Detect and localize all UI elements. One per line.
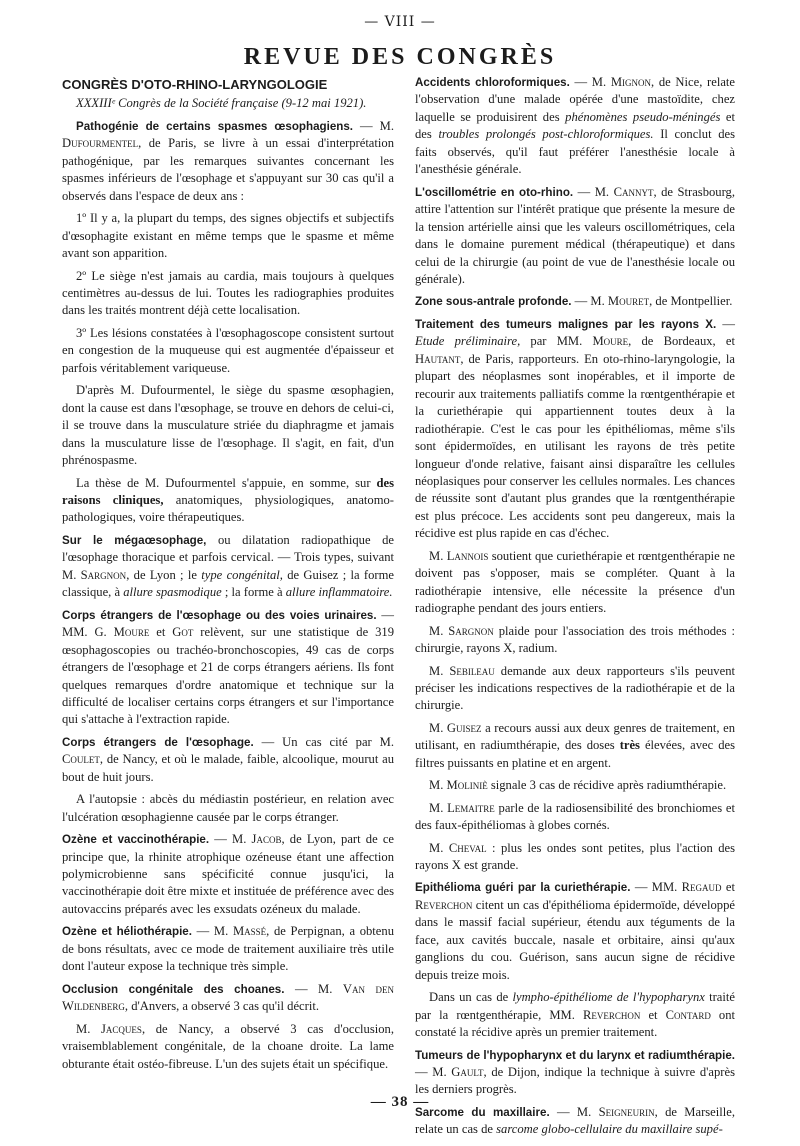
- article-paragraph: Pathogénie de certains spasmes œsophagiens. — M. Dufourmentel, de Paris, se livre à un essai d'interprétation pathogénique, par les remarques suivantes concernant les spasmes inférieurs de l'œsophage et s'appuyant sur 30 cas qu'il a observés dans l'espace de deux ans :: [62, 118, 394, 203]
- author-name: Reverchon: [582, 1007, 641, 1022]
- author-name: Van den Wildenberg: [62, 981, 394, 1014]
- article-heading: L'oscillométrie en oto-rhino.: [415, 185, 574, 199]
- author-name: Coulet: [62, 752, 100, 767]
- article-paragraph: Corps étrangers de l'œsophage. — Un cas cité par M. Coulet, de Nancy, et où le malade, faible, alcoolique, mourut au bout de huit jours.: [62, 734, 395, 784]
- article-heading: Traitement des tumeurs malignes par les rayons X.: [415, 317, 717, 331]
- paragraph: M. Moliniè signale 3 cas de récidive après radiumthérapie.: [429, 778, 727, 793]
- author-name: Seigneurin: [598, 1104, 655, 1119]
- article-paragraph: Epithélioma guéri par la curiethérapie. — MM. Regaud et Reverchon citent un cas d'épithélioma épidermoïde, développé dans le massif facial supérieur, étendu aux téguments de la face, aux cavités buccale, nasale et orbitaire, ainsi qu'aux ganglions du cou. Guérison, sans aucun signe de récidive depuis treize mois.: [415, 880, 735, 982]
- article-heading: Zone sous-antrale profonde.: [415, 295, 572, 309]
- author-name: Moure: [592, 334, 629, 349]
- paragraph: 3º Les lésions constatées à l'œsophagoscope consistent surtout en congestion de la muqueuse qui est augmentée d'épaisseur et parfois véritablement variqueuse.: [62, 325, 394, 375]
- author-name: Mouret: [607, 294, 650, 309]
- article-heading: Ozène et vaccinothérapie.: [62, 833, 210, 847]
- paragraph: M. Cheval : plus les ondes sont petites, plus l'action des rayons X est grande.: [415, 840, 735, 873]
- author-name: Mignon: [610, 75, 652, 89]
- paragraph: M. Sebileau demande aux deux rapporteurs s'ils peuvent préciser les indications respectives de la radiothérapie et de la chirurgie.: [415, 663, 735, 713]
- author-name: Lannois: [446, 548, 489, 563]
- article-paragraph: Tumeurs de l'hypopharynx et du larynx et radiumthérapie. — M. Gault, de Dijon, indique la technique à suivre d'après les derniers progrès.: [415, 1048, 735, 1097]
- article-heading: Sur le mégaœsophage,: [62, 533, 207, 547]
- paragraph: A l'autopsie : abcès du médiastin postérieur, en relation avec l'ulcération œsophagienne causée par le corps étranger.: [62, 792, 394, 824]
- author-name: Sargnon: [448, 623, 494, 638]
- author-name: Gault: [451, 1065, 484, 1080]
- article-heading: Ozène et héliothérapie.: [62, 925, 192, 939]
- article-paragraph: Ozène et vaccinothérapie. — M. Jacob, de Lyon, part de ce principe que, la rhinite atrophique ozéneuse étant une affection polymicrobienne sans spécificité connue jusqu'ici, la vaccinothérapie doit être mixte et instituée de préférence avec des autovaccins préparés avec les exsudats ozéneux du malade.: [62, 832, 395, 916]
- author-name: Contard: [665, 1007, 711, 1022]
- paragraph: M. Lannois soutient que curiethérapie et rœntgenthérapie ne doivent pas s'opposer, mais se compléter. Quant à la radiothérapie intensive, elle nécessite la présence d'un radiographe pendant des jours entiers.: [415, 548, 735, 616]
- article-heading: Corps étrangers de l'œsophage ou des voies urinaires.: [62, 608, 377, 622]
- article-heading: Sarcome du maxillaire.: [415, 1105, 550, 1119]
- author-name: Jacob: [251, 832, 282, 847]
- author-name: Dufourmentel: [62, 136, 139, 151]
- article-paragraph: Sur le mégaœsophage, ou dilatation radiopathique de l'œsophage thoracique et parfois cervical. — Trois types, suivant M. Sargnon, de Lyon ; le type congénital, de Guisez ; la forme classique, à allure spasmodique ; la forme à allure inflammatoire.: [62, 532, 394, 600]
- article-heading: Accidents chloroformiques.: [415, 76, 570, 89]
- author-name: Got: [172, 625, 194, 640]
- congress-subtitle: XXXIIIᵉ Congrès de la Société française (9-12 mai 1921).: [76, 96, 367, 111]
- article-heading: Occlusion congénitale des choanes.: [62, 982, 285, 996]
- paragraph: Dans un cas de lympho-épithéliome de l'hypopharynx traité par la rœntgenthérapie, MM. Reverchon et Contard ont constaté la récidive après un premier traitement.: [415, 990, 735, 1040]
- author-name: Guisez: [446, 720, 482, 735]
- author-name: Moliniè: [446, 778, 488, 793]
- article-heading: Corps étrangers de l'œsophage.: [62, 735, 254, 749]
- author-name: Cannyt: [613, 184, 654, 199]
- author-name: Regaud: [681, 880, 722, 895]
- article-paragraph: Ozène et héliothérapie. — M. Massé, de Perpignan, a obtenu de bons résultats, avec ce mode de traitement auxiliaire très utile dont l'auteur expose la technique très simple.: [62, 924, 394, 974]
- author-name: Hautant: [415, 351, 461, 366]
- author-name: Sargnon: [80, 567, 127, 582]
- paragraph: M. Lemaitre parle de la radiosensibilité des bronchiomes et des faux-épithéliomas à globes cornés.: [415, 800, 735, 833]
- paragraph: M. Jacques, de Nancy, a observé 3 cas d'occlusion, vraisemblablement congénitale, de la choane droite. La lame obturante était ostéo-fibreuse. L'un des sujets était un spécifique.: [62, 1021, 394, 1071]
- page-header-roman: — VIII —: [364, 14, 436, 30]
- article-paragraph: Corps étrangers de l'œsophage ou des voies urinaires. — MM. G. Moure et Got relèvent, sur une statistique de 319 œsophagoscopies ou trachéo-bronchoscopies, 49 cas de corps étrangers de l'œsophage et 21 de corps étrangers aériens. Ils font quelques remarques d'ordre anatomique et technique sur la difficulté de localiser certains corps étrangers et sur l'importance qui s'attache à l'extraction rapide.: [62, 607, 394, 727]
- page-title: REVUE DES CONGRÈS: [243, 44, 557, 70]
- article-paragraph: Sarcome du maxillaire. — M. Seigneurin, de Marseille, relate un cas de sarcome globo-cellulaire du maxillaire supé-: [415, 1104, 735, 1137]
- article-heading: Pathogénie de certains spasmes œsophagiens.: [76, 119, 354, 133]
- author-name: Reverchon: [415, 897, 473, 912]
- section-title: CONGRÈS D'OTO-RHINO-LARYNGOLOGIE: [62, 77, 328, 92]
- article-paragraph: Zone sous-antrale profonde. — M. Mouret, de Montpellier.: [415, 294, 733, 309]
- paragraph: La thèse de M. Dufourmentel s'appuie, en somme, sur des raisons cliniques, anatomiques, physiologiques, anatomo-pathologiques, voire thérapeutiques.: [62, 475, 395, 525]
- author-name: Lemaitre: [447, 800, 495, 815]
- article-heading: Epithélioma guéri par la curiethérapie.: [415, 881, 631, 895]
- paragraph: D'après M. Dufourmentel, le siège du spasme œsophagien, dont la cause est dans l'œsophage, se trouve en dehors de celui-ci, il se trouve dans la musculature striée du diaphragme et jamais dans la musculature lisse de l'œsophage. Il s'agit, en fait, d'un phrénospasme.: [62, 383, 394, 468]
- author-name: Massé: [232, 924, 267, 939]
- paragraph: M. Guisez a recours aussi aux deux genres de traitement, en utilisant, en radiumthérapie, des doses très élevées, avec des filtres puissants en platine et en argent.: [415, 720, 735, 770]
- article-paragraph: L'oscillométrie en oto-rhino. — M. Cannyt, de Strasbourg, attire l'attention sur l'intérêt pratique que présente la mesure de la tension artérielle ainsi que les valeurs oscillométriques, cela dans le domaine purement médical (thérapeutique) et dans celui de la chirurgie (au point de vue de l'anesthésie locale ou générale).: [415, 184, 735, 286]
- article-paragraph: Occlusion congénitale des choanes. — M. Van den Wildenberg, d'Anvers, a observé 3 cas qu'il décrit.: [62, 981, 394, 1014]
- article-heading: Tumeurs de l'hypopharynx et du larynx et radiumthérapie.: [415, 1048, 735, 1062]
- right-column: [415, 74, 735, 1144]
- article-paragraph: Accidents chloroformiques. — M. Mignon, de Nice, relate l'observation d'une malade opérée d'une mastoïdite, chez laquelle se produisirent des phénomènes pseudo-méningés et des troubles prolongés post-chloroformiques. Il conclut des faits observés, qu'il faut préférer l'anesthésie locale à l'anesthésie générale.: [415, 75, 736, 177]
- author-name: Sebileau: [449, 663, 495, 678]
- left-column: [62, 74, 394, 1078]
- paragraph: 2º Le siège n'est jamais au cardia, mais toujours à quelques centimètres au-dessus de lui. Toutes les radiographies produites dans les traités montrent déjà cette localisation.: [62, 268, 394, 318]
- author-name: Jacques: [101, 1021, 142, 1036]
- paragraph: M. Sargnon plaide pour l'association des trois méthodes : chirurgie, rayons X, radium.: [415, 623, 735, 656]
- article-paragraph: Traitement des tumeurs malignes par les rayons X. — Etude préliminaire, par MM. Moure, de Bordeaux, et Hautant, de Paris, rapporteurs. En oto-rhino-laryngologie, la plupart des néoplasmes sont inopérables, et il importe de recourir aux traitements palliatifs comme la rœntgenthérapie et la curiethérapie qui appartiennent toutes deux à la radiothérapie. C'est le cas pour les épithéliomas, même s'ils sont épidermoïdes, en utilisant les rayons de très petite longueur d'onde relative, faisant ainsi disparaître les cellules néoplasiques pour conserver les cellules normales. Les chances de réussite sont d'autant plus grandes que la rœntgenthérapie est plus précoce. Les accidents sont peu dangereux, mais la récidive est plus rapide en cas d'échec.: [415, 316, 735, 541]
- paragraph: 1º Il y a, la plupart du temps, des signes objectifs et subjectifs d'œsophagite existant en même temps que le spasme et même avant son apparition.: [62, 211, 394, 261]
- page-number: — 38 —: [370, 1094, 430, 1110]
- author-name: Cheval: [448, 840, 487, 855]
- author-name: Moure: [113, 625, 150, 640]
